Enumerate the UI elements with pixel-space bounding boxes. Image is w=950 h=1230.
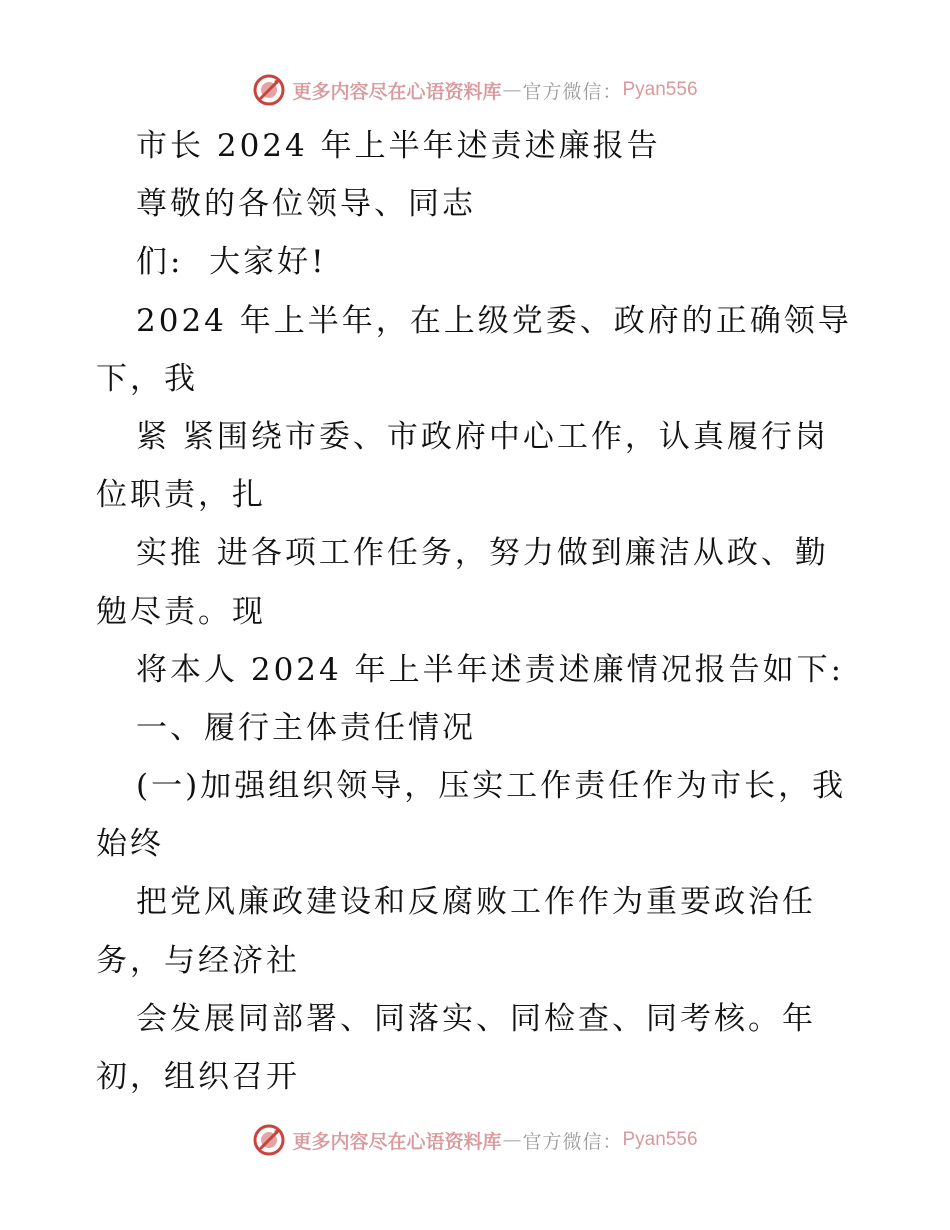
header-watermark [0, 70, 950, 110]
watermark-main-text: 更多内容尽在心语资料库 [292, 80, 502, 103]
body-line: 务，与经济社 [96, 942, 300, 979]
seal-logo-icon [252, 1123, 286, 1157]
watermark-official-label: 官方微信： [522, 80, 623, 103]
subsection-heading: (一)加强组织领导，压实工作责任作为市长，我 [136, 768, 847, 805]
document-body [96, 117, 896, 1106]
body-line: 位职责，扎 [96, 477, 266, 514]
watermark-official-label: 官方微信： [522, 1130, 623, 1153]
body-line: 2024 年上半年，在上级党委、政府的正确领导 [136, 302, 852, 339]
section-heading: 一、履行主体责任情况 [136, 709, 476, 746]
body-line: 初，组织召开 [96, 1059, 300, 1095]
watermark-dash: — [502, 79, 522, 101]
watermark-account-id: Pyan556 [622, 1129, 698, 1150]
body-line: 们: 大家好! [136, 244, 327, 281]
watermark-account-id: Pyan556 [622, 79, 698, 100]
body-line: 将本人 2024 年上半年述责述廉情况报告如下: [136, 651, 845, 688]
body-line: 把党风廉政建设和反腐败工作作为重要政治任 [136, 884, 816, 921]
body-line: 下，我 [96, 360, 198, 397]
body-line: 会发展同部署、同落实、同检查、同考核。年 [136, 1000, 816, 1037]
body-line: 始终 [96, 826, 164, 863]
footer-watermark [0, 1120, 950, 1160]
watermark-dash: — [502, 1129, 522, 1151]
watermark-main-text: 更多内容尽在心语资料库 [292, 1130, 502, 1153]
body-line: 实推 进各项工作任务，努力做到廉洁从政、勤 [136, 535, 829, 572]
body-line: 尊敬的各位领导、同志 [136, 186, 476, 223]
seal-logo-icon [252, 73, 286, 107]
body-line: 勉尽责。现 [96, 593, 266, 630]
document-title: 市长 2024 年上半年述责述廉报告 [136, 128, 661, 164]
body-line: 紧 紧围绕市委、市政府中心工作，认真履行岗 [136, 418, 829, 455]
